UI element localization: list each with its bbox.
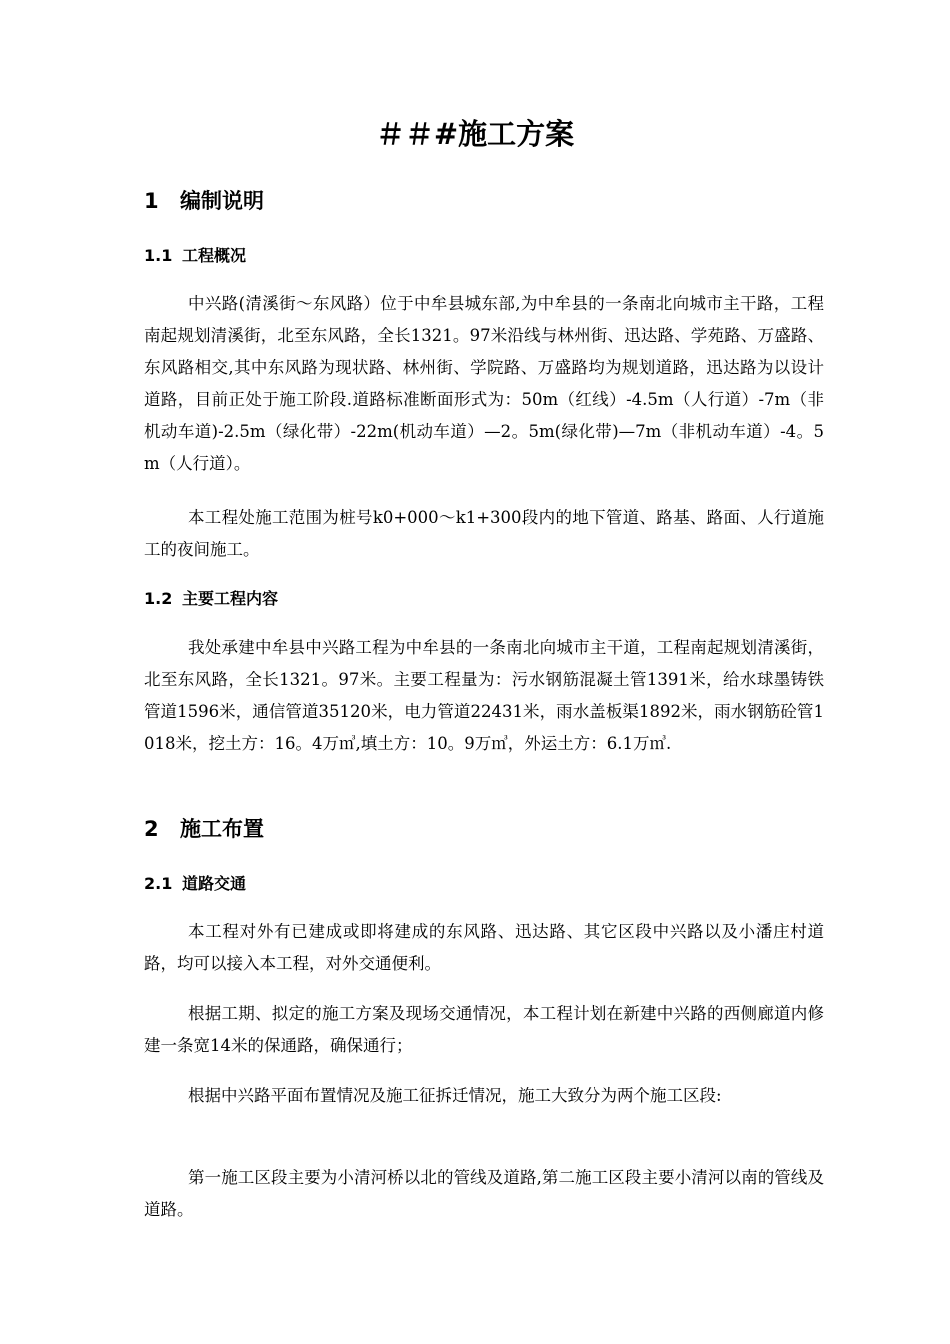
section-title: 编制说明 xyxy=(180,189,264,213)
paragraph: 第一施工区段主要为小清河桥以北的管线及道路,第二施工区段主要小清河以南的管线及道路。 xyxy=(144,1168,824,1219)
section-heading-1 xyxy=(144,186,264,216)
subsection-title: 主要工程内容 xyxy=(182,589,279,608)
subsection-title: 道路交通 xyxy=(182,874,247,893)
paragraph: 根据中兴路平面布置情况及施工征拆迁情况，施工大致分为两个施工区段: xyxy=(188,1086,722,1105)
subsection-heading-2-1 xyxy=(144,872,246,896)
subsection-number: 1.1 xyxy=(144,246,173,265)
subsection-heading-1-2 xyxy=(144,587,278,611)
paragraph: 本工程处施工范围为桩号k0+000～k1+300段内的地下管道、路基、路面、人行道施工的夜间施工。 xyxy=(144,508,824,559)
paragraph: 中兴路(清溪街～东风路）位于中牟县城东部,为中牟县的一条南北向城市主干路，工程南起规划清溪街，北至东风路，全长1321。97米沿线与林州街、迅达路、学苑路、万盛路、东风路相交,其中东风路为现状路、林州街、学院路、万盛路均为规划道路，迅达路为以设计道路，目前正处于施工阶段.道路标准断面形式为：50m（红线）-4.5m（人行道）-7m（非机动车道)-2.5m（绿化带）-22m(机动车道）—2。5m(绿化带)—7m（非机动车道）-4。5m（人行道）。 xyxy=(144,294,824,473)
subsection-title: 工程概况 xyxy=(182,246,247,265)
subsection-number: 1.2 xyxy=(144,589,173,608)
section-title: 施工布置 xyxy=(180,817,264,841)
subsection-heading-1-1 xyxy=(144,244,246,268)
document-title: ＃＃#施工方案 xyxy=(375,117,575,151)
subsection-number: 2.1 xyxy=(144,874,173,893)
paragraph: 根据工期、拟定的施工方案及现场交通情况，本工程计划在新建中兴路的西侧廊道内修建一条宽14米的保通路，确保通行； xyxy=(144,1004,824,1055)
paragraph: 本工程对外有已建成或即将建成的东风路、迅达路、其它区段中兴路以及小潘庄村道路，均可以接入本工程，对外交通便利。 xyxy=(144,922,824,973)
paragraph: 我处承建中牟县中兴路工程为中牟县的一条南北向城市主干道，工程南起规划清溪街，北至东风路，全长1321。97米。主要工程量为：污水钢筋混凝土管1391米，给水球墨铸铁管道1596米，通信管道35120米，电力管道22431米，雨水盖板渠1892米，雨水钢筋砼管1018米，挖土方：16。4万㎥,填土方：10。9万㎥，外运土方：6.1万㎥. xyxy=(144,638,824,753)
section-number: 2 xyxy=(144,817,159,841)
section-number: 1 xyxy=(144,189,159,213)
section-heading-2 xyxy=(144,814,264,844)
